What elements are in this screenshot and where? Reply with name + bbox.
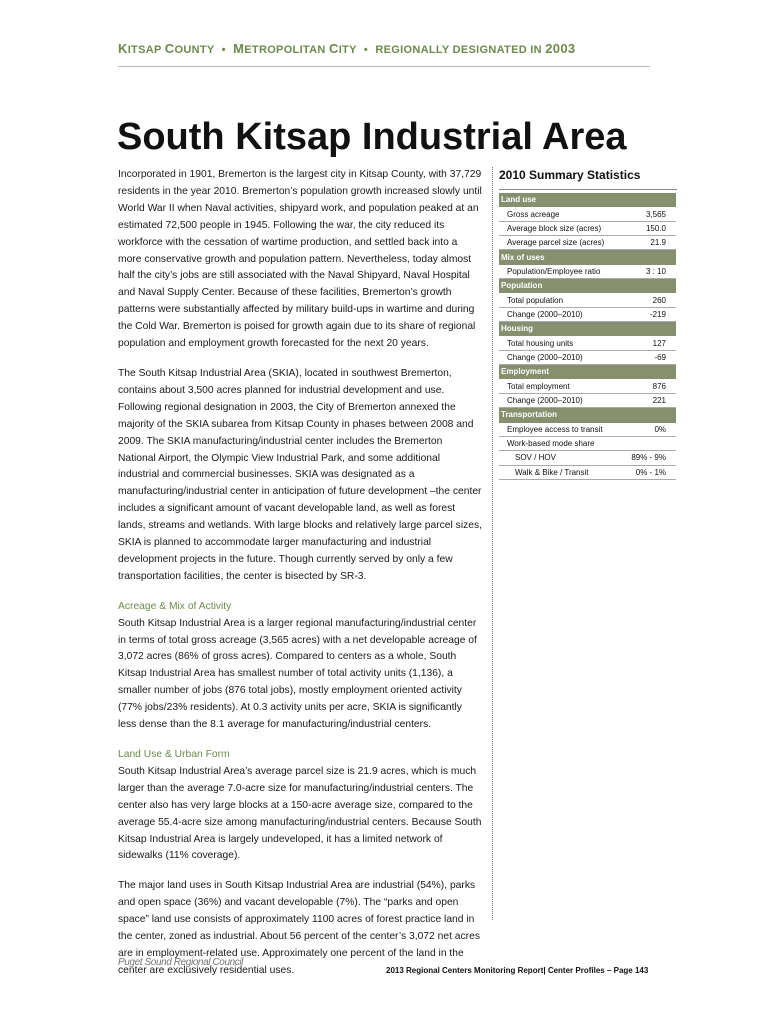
- section-label: Employment: [499, 365, 676, 379]
- stat-label: Gross acreage: [499, 207, 623, 221]
- stat-label: SOV / HOV: [499, 451, 623, 465]
- stat-value: 0% - 1%: [623, 465, 676, 479]
- header-kitsap-rest: ITSAP: [127, 44, 162, 56]
- stat-value: [623, 436, 676, 450]
- section-label: Population: [499, 279, 676, 293]
- stat-value: 3,565: [623, 207, 676, 221]
- major-land-uses-paragraph: The major land uses in South Kitsap Industrial Area are industrial (54%), parks and open space (36%) and vacant developable (7%). The “parks and open space” land use consists of approximately 1100 acres of forest practice land in the center, zoned as industrial. About 56 percent of the center’s 3,072 net acres are in employment-related use. Approximately one percent of the land in the center are exclusively residential uses.: [118, 880, 480, 976]
- stats-table: [499, 193, 676, 480]
- stat-value: 260: [623, 293, 676, 307]
- stat-label: Population/Employee ratio: [499, 264, 623, 278]
- stats-row: [499, 465, 676, 479]
- stats-section-header: [499, 250, 676, 264]
- stats-row: [499, 436, 676, 450]
- stats-row: [499, 336, 676, 350]
- section-heading-acreage: Acreage & Mix of Activity: [118, 600, 232, 612]
- stat-label: Average block size (acres): [499, 221, 623, 235]
- stats-row: [499, 236, 676, 250]
- stat-value: -219: [623, 307, 676, 321]
- organization-logo: Puget Sound Regional Council: [118, 957, 244, 968]
- header-city-c: C: [328, 41, 339, 56]
- stat-label: Total employment: [499, 379, 623, 393]
- stat-value: 3 : 10: [623, 264, 676, 278]
- stat-value: 876: [623, 379, 676, 393]
- stat-label: Change (2000–2010): [499, 393, 623, 407]
- header-year: 2003: [545, 41, 576, 56]
- header-separator: •: [221, 44, 226, 56]
- stat-label: Total population: [499, 293, 623, 307]
- header-separator: •: [363, 44, 369, 56]
- stats-row: [499, 379, 676, 393]
- header-county-rest: OUNTY: [174, 44, 215, 56]
- header-kitsap-k: K: [118, 41, 128, 56]
- stat-label: Total housing units: [499, 336, 623, 350]
- stat-label: Work-based mode share: [499, 436, 623, 450]
- section-label: Housing: [499, 322, 676, 336]
- stats-section-header: [499, 279, 676, 293]
- body-text: [118, 167, 482, 993]
- stat-value: 89% - 9%: [623, 451, 676, 465]
- stat-value: 0%: [623, 422, 676, 436]
- stat-value: 221: [623, 393, 676, 407]
- stats-rule: [499, 189, 677, 190]
- stat-label: Employee access to transit: [499, 422, 623, 436]
- stats-row: [499, 350, 676, 364]
- header-county-c: C: [164, 41, 175, 56]
- page-header: [118, 41, 658, 56]
- stats-row: [499, 393, 676, 407]
- stat-value: 150.0: [623, 221, 676, 235]
- header-designation: REGIONALLY DESIGNATED IN: [375, 44, 542, 56]
- stats-section-header: [499, 365, 676, 379]
- stat-label: Change (2000–2010): [499, 307, 623, 321]
- stats-row: [499, 307, 676, 321]
- intro-paragraph: Incorporated in 1901, Bremerton is the largest city in Kitsap County, with 37,729 residents in the year 2010. Bremerton’s population growth increased slowly until World War II when Naval activities, shipyard work, and population peaked at an estimated 72,500 people in 1945. Following the war, the city reduced its workforce with the cessation of wartime production, and settled back into a more conservative growth and population pattern. Nevertheless, today almost half the city’s jobs are still associated with the Naval Shipyard, Naval Hospital and Naval Supply Center. Because of these facilities, Bremerton’s growth patterns were substantially affected by military build-ups in wartime and during the Cold War. Bremerton is poised for growth again due to its share of regional population and employment growth forecasted for the next 20 years.: [118, 169, 482, 350]
- stat-label: Average parcel size (acres): [499, 236, 623, 250]
- stats-row: [499, 451, 676, 465]
- stats-row: [499, 264, 676, 278]
- stat-label: Change (2000–2010): [499, 350, 623, 364]
- stat-label: Walk & Bike / Transit: [499, 465, 623, 479]
- header-rule: [118, 66, 650, 67]
- section-heading-land-use: Land Use & Urban Form: [118, 749, 230, 760]
- stat-value: 127: [623, 336, 676, 350]
- stat-value: -69: [623, 350, 676, 364]
- stat-value: 21.9: [623, 236, 676, 250]
- stats-section-header: [499, 408, 676, 422]
- section-label: Mix of uses: [499, 250, 676, 264]
- stats-section-header: [499, 322, 676, 336]
- header-metro-rest: ETROPOLITAN: [244, 44, 326, 56]
- stats-row: [499, 207, 676, 221]
- land-use-paragraph: South Kitsap Industrial Area’s average parcel size is 21.9 acres, which is much larger than the average 7.0-acre size for manufacturing/industrial centers. The center also has very large blocks at a 150-acre average size, compared to the average 55.4-acre size among manufacturing/industrial centers. Because South Kitsap Industrial Area is largely undeveloped, it has a limited network of sidewalks (11% coverage).: [118, 765, 482, 862]
- column-divider: [492, 167, 493, 920]
- section-label: Transportation: [499, 408, 676, 422]
- page-title: South Kitsap Industrial Area: [117, 116, 627, 158]
- stats-row: [499, 293, 676, 307]
- stats-title: 2010 Summary Statistics: [499, 168, 641, 182]
- summary-statistics-panel: [499, 167, 677, 480]
- skia-paragraph: The South Kitsap Industrial Area (SKIA), located in southwest Bremerton, contains about 3,500 acres planned for industrial development and use. Following regional designation in 2003, the City of Bremerton annexed the majority of the SKIA subarea from Kitsap County in phases between 2008 and 2009. The SKIA manufacturing/industrial center includes the Bremerton National Airport, the Olympic View Industrial Park, and some additional industrial and commercial businesses. SKIA was designated as a manufacturing/industrial center in anticipation of future development –the center includes a significant amount of vacant developable land, as well as forest lands, streams and wetlands. With large blocks and relatively large parcel sizes, SKIA is planned to accommodate larger manufacturing and industrial development projects in the future. Though currently served by only a few transportation facilities, the center is bisected by SR-3.: [118, 367, 482, 582]
- page-footer: 2013 Regional Centers Monitoring Report| Center Profiles – Page 143: [386, 966, 649, 975]
- stats-row: [499, 221, 676, 235]
- header-city-rest: ITY: [338, 44, 357, 56]
- section-label: Land use: [499, 193, 676, 207]
- stats-section-header: [499, 193, 676, 207]
- stats-row: [499, 422, 676, 436]
- header-metro-m: M: [233, 41, 245, 56]
- acreage-paragraph: South Kitsap Industrial Area is a larger regional manufacturing/industrial center in terms of total gross acreage (3,565 acres) with a net developable acreage of 3,072 acres (86% of gross acres). Compared to centers as a whole, South Kitsap Industrial Area has smallest number of total activity units (1,136), a smaller number of jobs (876 total jobs), mostly employment oriented activity (77% jobs/23% residents). At 0.3 activity units per acre, SKIA is significantly less dense than the 8.1 average for manufacturing/industrial centers.: [118, 617, 477, 731]
